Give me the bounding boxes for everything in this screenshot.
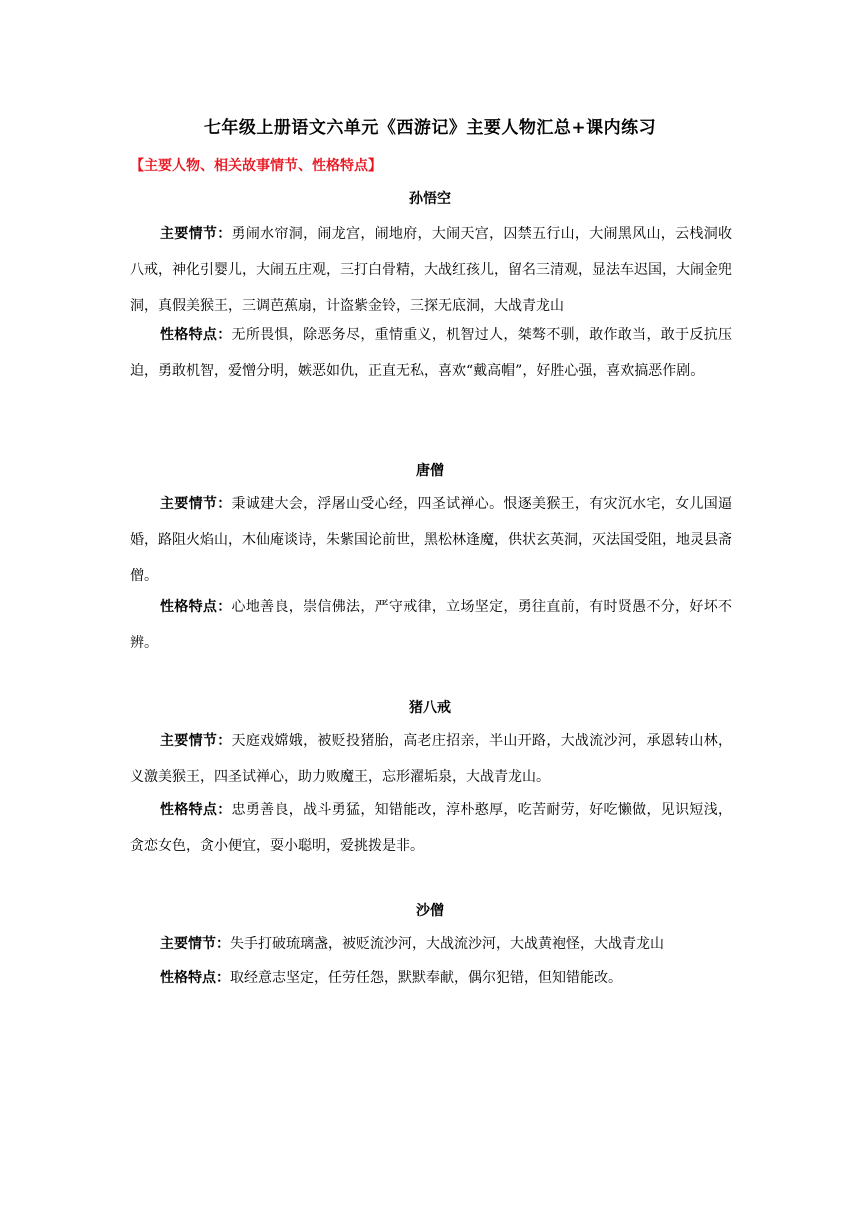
plot-text: 秉诚建大会，浮屠山受心经，四圣试禅心。恨逐美猴王，有灾沉水宅，女儿国逼婚，路阻火焰山，木仙庵谈诗，朱紫国论前世，黑松林逢魔，供状玄英洞，灭法国受阻，地灵县斋僧。 [130, 496, 733, 584]
trait-paragraph-tang-seng [130, 589, 732, 661]
character-name-sun-wukong: 孙悟空 [409, 191, 451, 207]
character-name-tang-seng: 唐僧 [416, 463, 444, 479]
plot-text: 天庭戏嫦娥，被贬投猪胎，高老庄招亲，半山开路，大战流沙河，承恩转山林，义激美猴王，四圣试禅心，助力败魔王，忘形濯垢泉，大战青龙山。 [130, 733, 733, 785]
plot-paragraph-zhu-bajie [130, 723, 732, 795]
trait-text: 取经意志坚定，任劳任怨，默默奉献，偶尔犯错，但知错能改。 [230, 970, 622, 986]
trait-paragraph-zhu-bajie [130, 792, 732, 864]
trait-label: 性格特点： [160, 327, 232, 343]
character-name-zhu-bajie: 猪八戒 [409, 700, 451, 716]
plot-paragraph-tang-seng [130, 486, 732, 594]
trait-label: 性格特点： [160, 802, 232, 818]
trait-label: 性格特点： [160, 599, 232, 615]
plot-paragraph-sha-seng [130, 926, 732, 962]
plot-label: 主要情节： [160, 936, 230, 952]
document-title: 七年级上册语文六单元《西游记》主要人物汇总+课内练习 [203, 118, 657, 138]
plot-label: 主要情节： [160, 226, 232, 242]
plot-paragraph-sun-wukong [130, 216, 732, 324]
plot-label: 主要情节： [160, 733, 232, 749]
trait-text: 无所畏惧，除恶务尽，重情重义，机智过人，桀骜不驯，敢作敢当，敢于反抗压迫，勇敢机智，爱憎分明，嫉恶如仇，正直无私，喜欢“戴高帽”，好胜心强，喜欢搞恶作剧。 [130, 327, 733, 379]
section-heading: 【主要人物、相关故事情节、性格特点】 [130, 158, 382, 174]
trait-label: 性格特点： [160, 970, 230, 986]
trait-text: 心地善良，崇信佛法，严守戒律，立场坚定，勇往直前，有时贤愚不分，好坏不辨。 [130, 599, 733, 651]
trait-text: 忠勇善良，战斗勇猛，知错能改，淳朴憨厚，吃苦耐劳，好吃懒做，见识短浅，贪恋女色，贪小便宜，耍小聪明，爱挑拨是非。 [130, 802, 733, 854]
character-name-sha-seng: 沙僧 [416, 903, 444, 919]
plot-text: 失手打破琉璃盏，被贬流沙河，大战流沙河，大战黄袍怪，大战青龙山 [230, 936, 664, 952]
trait-paragraph-sha-seng [130, 960, 732, 996]
trait-paragraph-sun-wukong [130, 317, 732, 389]
plot-text: 勇闹水帘洞，闹龙宫，闹地府，大闹天宫，囚禁五行山，大闹黑风山，云栈洞收八戒，神化引婴儿，大闹五庄观，三打白骨精，大战红孩儿，留名三清观，显法车迟国，大闹金兜洞，真假美猴王，三调芭蕉扇，计盗紫金铃，三探无底洞，大战青龙山 [130, 226, 733, 314]
plot-label: 主要情节： [160, 496, 232, 512]
